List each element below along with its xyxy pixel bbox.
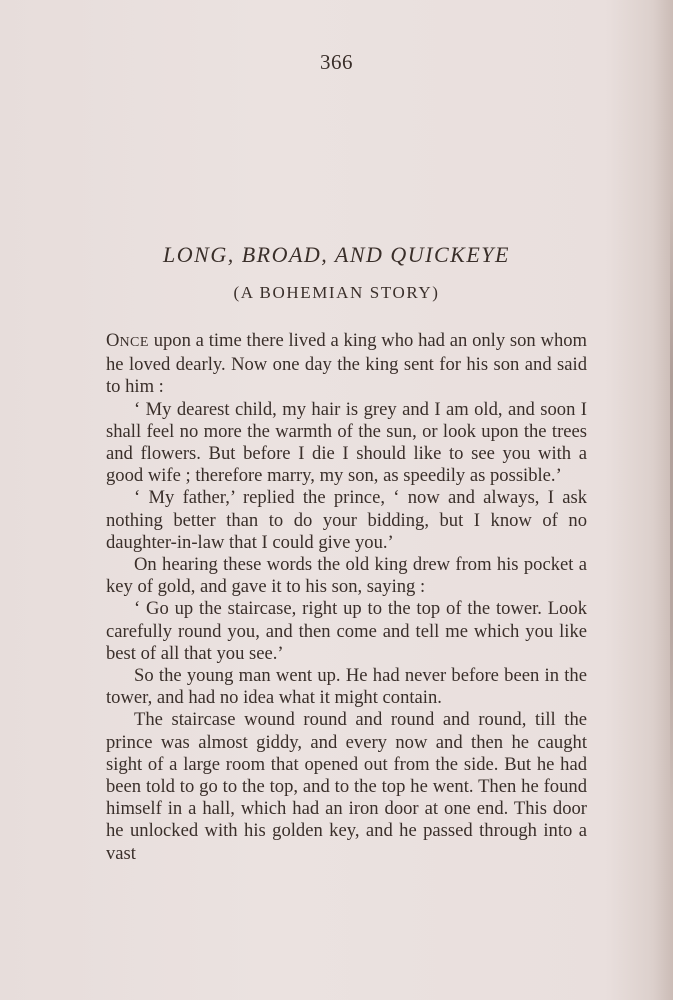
paragraph-2: ‘ My dearest child, my hair is grey and I am old, and soon I shall feel no more the warmth of the sun, or look upon the trees and flowers. But before I die I should like to see you with a good wife ; therefore marry, my son, as speedily as possible.’ <box>106 398 587 487</box>
paragraph-4: On hearing these words the old king drew from his pocket a key of gold, and gave it to his son, saying : <box>106 554 587 598</box>
paragraph-1-text: upon a time there lived a king who had an only son whom he loved dearly. Now one day the king sent for his son and said to him : <box>106 330 587 398</box>
story-subtitle: (A BOHEMIAN STORY) <box>233 283 440 302</box>
story-title: LONG, BROAD, AND QUICKEYE <box>163 242 510 267</box>
paragraph-5: ‘ Go up the staircase, right up to the top of the tower. Look carefully round you, and then come and tell me which you like best of all that you see.’ <box>106 598 587 664</box>
drop-word-rest: NCE <box>119 335 149 350</box>
paragraph-3: ‘ My father,’ replied the prince, ‘ now and always, I ask nothing better than to do your bidding, but I know of no daughter-in-law that I could give you.’ <box>106 487 587 553</box>
story-body <box>106 330 587 865</box>
paragraph-6: So the young man went up. He had never before been in the tower, and had no idea what it might contain. <box>106 665 587 709</box>
drop-word-initial: O <box>106 330 120 351</box>
paragraph-1 <box>106 330 587 399</box>
page-number: 366 <box>320 50 353 74</box>
paragraph-7: The staircase wound round and round and round, till the prince was almost giddy, and every now and then he caught sight of a large room that opened out from the side. But he had been told to go to the top, and to the top he went. Then he found himself in a hall, which had an iron door at one end. This door he unlocked with his golden key, and he passed through into a vast <box>106 709 587 864</box>
